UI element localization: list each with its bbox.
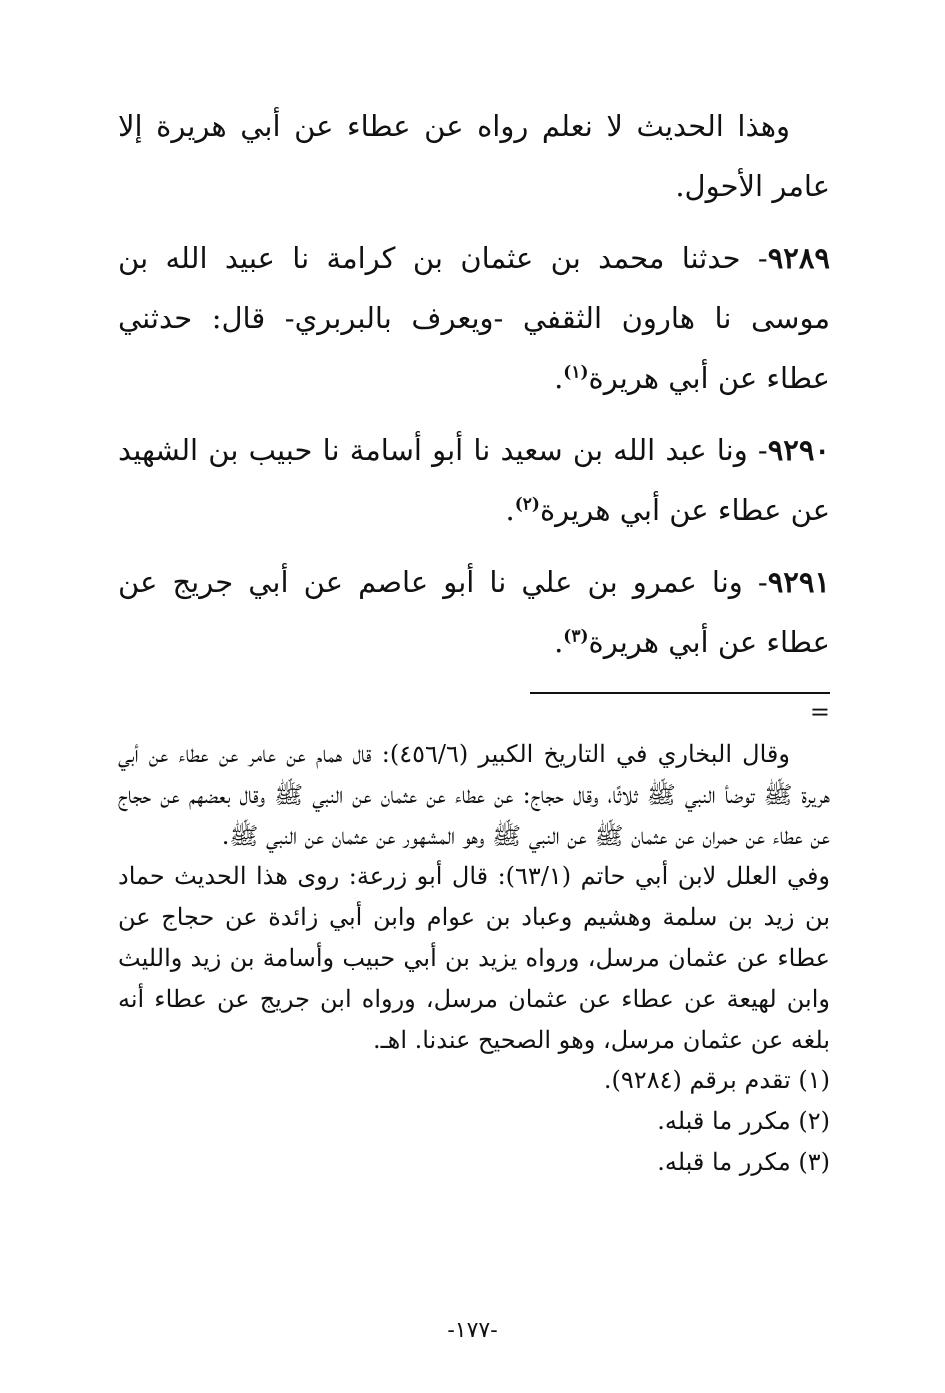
footnote-marker: (٢) [514,494,540,515]
page [118,96,830,1366]
intro-paragraph: وهذا الحديث لا نعلم رواه عن عطاء عن أبي هريرة إلا عامر الأحول. [118,109,830,203]
hadith-9291 [118,552,830,672]
footnote-separator [118,692,830,728]
hadith-text: - حدثنا محمد بن عثمان بن كرامة نا عبيد الله بن موسى نا هارون الثقفي -ويعرف بالبربري- قال: حدثني عطاء عن أبي هريرة [118,241,830,395]
footnote-continuation: وفي العلل لابن أبي حاتم (٦٣/١): قال أبو زرعة: روى هذا الحديث حماد بن زيد بن سلمة وهشيم وعباد بن عوام وابن أبي زائدة عن حجاج عن عطاء عن عثمان مرسل، ورواه يزيد بن أبي حبيب وأسامة بن زيد والليث وابن لهيعة عن عطاء عن عثمان مرسل، ورواه ابن جريج عن عطاء أنه بلغه عن عثمان مرسل، وهو الصحيح عندنا. اهـ. [118,862,831,1054]
hadith-end: . [554,361,564,395]
footnote-rule [530,692,830,694]
footnote-marker: (٣) [563,626,589,647]
hadith-text: - ونا عبد الله بن سعيد نا أبو أسامة نا حبيب بن الشهيد عن عطاء عن أبي هريرة [118,433,830,527]
hadith-number: ٩٢٩٠ [767,433,830,467]
page-number: -١٧٧- [447,1318,498,1343]
hadith-9289 [118,228,830,408]
hadith-number: ٩٢٩١ [767,565,830,599]
hadith-9290 [118,420,830,540]
main-text [118,96,830,672]
footnote-continuation: وقال البخاري في التاريخ الكبير (٤٥٦/٦): قال همام عن عامر عن عطاء عن أبي هريرة ﷺ توضأ النبي ﷺ ثلاثًا، وقال حجاج: عن عطاء عن عثمان عن النبي ﷺ وقال بعضهم عن حجاج عن عطاء عن حمران عن عثمان ﷺ عن النبي ﷺ وهو المشهور عن عثمان عن النبي ﷺ. [118,740,830,850]
continuation-mark: = [809,698,830,726]
hadith-end: . [554,625,564,659]
hadith-text: - ونا عمرو بن علي نا أبو عاصم عن أبي جريج عن عطاء عن أبي هريرة [118,565,830,659]
footnote-1: (١) تقدم برقم (٩٢٨٤). [603,1066,830,1095]
footnote-2: (٢) مكرر ما قبله. [657,1107,830,1136]
footnote-3: (٣) مكرر ما قبله. [657,1147,830,1176]
footnote-marker: (١) [563,362,589,383]
hadith-number: ٩٢٨٩ [767,241,830,275]
footnotes [118,734,830,1183]
hadith-end: . [505,493,515,527]
